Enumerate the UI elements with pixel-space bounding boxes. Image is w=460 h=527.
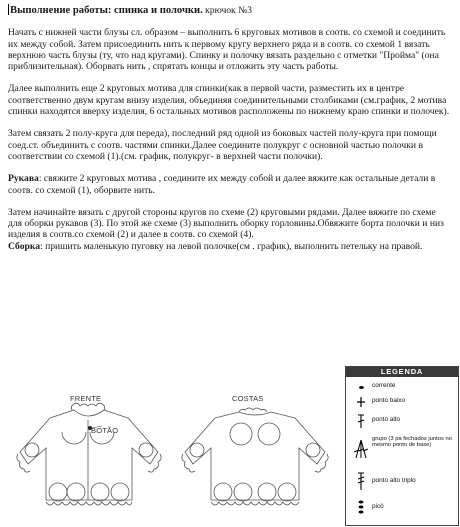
hook-size-text: крючок №3 [202, 5, 253, 16]
legend-item [346, 471, 458, 491]
instructions-text [8, 4, 452, 252]
assembly-text: : пришить маленькую пуговку на левой полочке(см . график), выполнить петельку на правой. [40, 240, 423, 252]
sleeves-label: Рукава [8, 173, 39, 185]
legend-item-text: ponto alto [372, 416, 401, 423]
back-label: COSTAS [232, 394, 264, 403]
after-text: Затем начинайте вязать с другой стороны кругов по схеме (2) круговыми рядами. Далее вяжите по схеме для оборки рукавов (3). По этой же схеме (3) выполнить оборку горловины.Обвяжите борта полочки и низ изделия в соотв.со схемой (2) и далее в соотв. со схемой (4). [8, 206, 444, 241]
legend-item [346, 414, 458, 428]
stitch-legend [345, 366, 459, 526]
double-crochet-icon [350, 471, 372, 491]
legend-item-text: grupo (3 pa fechados juntos no mesmo ponto de base) [372, 436, 452, 449]
legend-item [346, 497, 458, 517]
legend-item [346, 395, 458, 409]
slip-stitch-icon [350, 395, 372, 409]
text-cursor [8, 4, 9, 15]
legend-item [346, 435, 458, 463]
paragraph-after [8, 207, 452, 252]
back-schematic [175, 388, 335, 523]
title-bold-text: Выполнение работы: спинка и полочки. [10, 5, 203, 16]
sleeves-text: : свяжите 2 круговых мотива , соедините их между собой и далее вяжите как остальные детали в соотв. со схемой (1), оборвите нить. [8, 173, 436, 196]
paragraph-sleeves [8, 173, 452, 196]
button-label: BOTÃO [91, 426, 119, 435]
front-label: FRENTE [70, 394, 102, 403]
assembly-label: Сборка [8, 240, 41, 252]
picot-icon [350, 497, 372, 517]
legend-title: LEGENDA [346, 367, 458, 377]
section-title [8, 4, 452, 16]
chain-icon [350, 380, 372, 394]
front-schematic [10, 388, 170, 523]
half-double-icon [350, 414, 372, 428]
legend-item-text: corrente [372, 382, 396, 389]
legend-item-text: ponto alto triplo [372, 477, 416, 484]
cluster-icon [350, 435, 372, 463]
paragraph-2: Далее выполнить еще 2 круговых мотива для спинки(как в первой части, разместить их в центре соответственно двум кругам внизу изделия, объединяя соединительными столбиками (см.график, 2 мотива спинки находятся вверху изделия, 6 остальных мотивов расположены по нижнему краю спинки и полочек). [8, 83, 450, 118]
legend-item-text: ponto baixo [372, 397, 406, 404]
legend-item-text: picô [372, 503, 384, 510]
legend-item [346, 380, 458, 394]
paragraph-3: Затем связать 2 полу-круга для переда), последний ряд одной из боковых частей полу-круга при помощи соед.ст. объединить с соотв. частями спинки.Далее соедините полукруг с основной частью полочки в соответствии со схемой (1).(см. график, полукруг- в верхней части полочки). [8, 128, 437, 162]
paragraph-1: Начать с нижней части блузы сл. образом – выполнить 6 круговых мотивов в соотв. со схемой и соединить их между собой. Затем присоединить нить к первому кругу верхнего ряда и в соотв. со схемой 1 вязать верхнюю часть блузы (ту, что над кругами). Спинку и полочку вязать раздельно с отметки "Пройма" (она приблизительная). Оборвать нить , спрятать концы и отложить эту часть работы. [8, 27, 446, 73]
